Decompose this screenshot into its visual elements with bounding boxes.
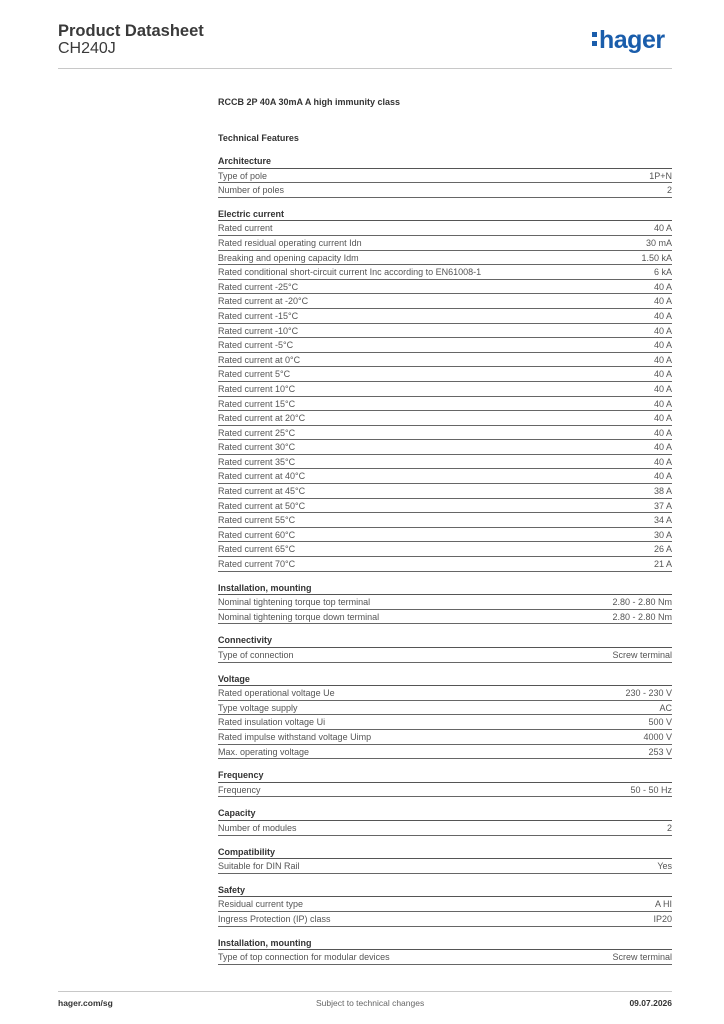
- spec-row: [218, 686, 672, 701]
- spec-row: [218, 897, 672, 912]
- feature-section: [218, 936, 672, 965]
- spec-row: [218, 715, 672, 730]
- spec-label: Rated current at 0°C: [218, 354, 301, 365]
- spec-value: 34 A: [653, 515, 672, 526]
- spec-row: [218, 730, 672, 745]
- spec-value: 40 A: [653, 281, 672, 292]
- feature-section: [218, 633, 672, 662]
- spec-label: Rated current 55°C: [218, 515, 296, 526]
- spec-row: [218, 648, 672, 663]
- spec-value: 230 - 230 V: [625, 688, 672, 699]
- spec-label: Ingress Protection (IP) class: [218, 913, 331, 924]
- spec-label: Type of pole: [218, 170, 268, 181]
- spec-label: Breaking and opening capacity Idm: [218, 252, 359, 263]
- section-heading: Capacity: [218, 806, 672, 821]
- spec-value: 40 A: [653, 296, 672, 307]
- spec-row: [218, 411, 672, 426]
- spec-label: Rated current at -20°C: [218, 296, 309, 307]
- spec-row: [218, 783, 672, 798]
- spec-value: 40 A: [653, 413, 672, 424]
- spec-row: [218, 595, 672, 610]
- spec-label: Rated current 35°C: [218, 456, 296, 467]
- spec-label: Rated current 30°C: [218, 442, 296, 453]
- section-spacer: [218, 572, 672, 581]
- spec-value: Yes: [657, 861, 672, 872]
- spec-row: [218, 426, 672, 441]
- spec-value: 40 A: [653, 427, 672, 438]
- spec-row: [218, 353, 672, 368]
- spec-value: 40 A: [653, 325, 672, 336]
- spec-label: Nominal tightening torque top terminal: [218, 597, 371, 608]
- spec-row: [218, 397, 672, 412]
- spec-label: Number of modules: [218, 822, 297, 833]
- spec-row: [218, 440, 672, 455]
- header-divider: [58, 68, 672, 69]
- section-heading: Installation, mounting: [218, 936, 672, 951]
- spec-label: Rated impulse withstand voltage Uimp: [218, 731, 372, 742]
- spec-value: 2: [666, 185, 672, 196]
- spec-label: Type voltage supply: [218, 702, 298, 713]
- spec-value: A HI: [654, 899, 672, 910]
- section-heading: Connectivity: [218, 633, 672, 648]
- section-spacer: [218, 797, 672, 806]
- spec-value: 2.80 - 2.80 Nm: [612, 611, 672, 622]
- footer-date: 09.07.2026: [629, 998, 672, 1008]
- spec-value: 40 A: [653, 310, 672, 321]
- spec-label: Rated current at 40°C: [218, 471, 306, 482]
- feature-section: [218, 207, 672, 572]
- product-description: RCCB 2P 40A 30mA A high immunity class: [218, 97, 401, 107]
- spec-value: 40 A: [653, 354, 672, 365]
- spec-value: 40 A: [653, 340, 672, 351]
- spec-row: [218, 367, 672, 382]
- section-spacer: [218, 663, 672, 672]
- product-code: CH240J: [58, 40, 116, 57]
- spec-value: IP20: [653, 913, 672, 924]
- spec-row: [218, 309, 672, 324]
- section-spacer: [218, 874, 672, 883]
- spec-label: Rated current 5°C: [218, 369, 291, 380]
- spec-value: 2.80 - 2.80 Nm: [612, 597, 672, 608]
- spec-label: Rated current -25°C: [218, 281, 299, 292]
- section-heading: Compatibility: [218, 845, 672, 860]
- page-title: Product Datasheet: [58, 22, 204, 40]
- spec-row: [218, 324, 672, 339]
- spec-label: Rated conditional short-circuit current Inc according to EN61008-1: [218, 267, 482, 278]
- spec-row: [218, 469, 672, 484]
- spec-label: Rated current at 50°C: [218, 500, 306, 511]
- spec-label: Type of top connection for modular devices: [218, 952, 390, 963]
- section-spacer: [218, 927, 672, 936]
- spec-label: Rated insulation voltage Ui: [218, 717, 326, 728]
- spec-value: 40 A: [653, 398, 672, 409]
- features-sections: [218, 154, 672, 965]
- section-heading: Installation, mounting: [218, 581, 672, 596]
- spec-value: 2: [666, 822, 672, 833]
- spec-row: [218, 701, 672, 716]
- section-spacer: [218, 198, 672, 207]
- spec-value: 1P+N: [649, 170, 672, 181]
- spec-row: [218, 745, 672, 760]
- spec-label: Rated current at 45°C: [218, 486, 306, 497]
- feature-section: [218, 845, 672, 874]
- footer-divider: [58, 991, 672, 992]
- spec-label: Rated residual operating current Idn: [218, 237, 362, 248]
- spec-value: 38 A: [653, 486, 672, 497]
- spec-label: Rated current 15°C: [218, 398, 296, 409]
- spec-value: 40 A: [653, 223, 672, 234]
- feature-section: [218, 581, 672, 625]
- spec-value: 500 V: [648, 717, 672, 728]
- spec-row: [218, 859, 672, 874]
- spec-value: 40 A: [653, 369, 672, 380]
- section-spacer: [218, 836, 672, 845]
- section-heading: Architecture: [218, 154, 672, 169]
- spec-value: 30 A: [653, 529, 672, 540]
- spec-label: Rated current: [218, 223, 273, 234]
- spec-row: [218, 455, 672, 470]
- spec-row: [218, 542, 672, 557]
- spec-row: [218, 557, 672, 572]
- section-heading: Frequency: [218, 768, 672, 783]
- spec-value: 1.50 kA: [641, 252, 672, 263]
- spec-value: 37 A: [653, 500, 672, 511]
- spec-row: [218, 499, 672, 514]
- spec-label: Rated current 10°C: [218, 383, 296, 394]
- spec-row: [218, 251, 672, 266]
- spec-row: [218, 484, 672, 499]
- section-spacer: [218, 624, 672, 633]
- spec-row: [218, 280, 672, 295]
- spec-value: 40 A: [653, 471, 672, 482]
- spec-row: [218, 821, 672, 836]
- spec-row: [218, 912, 672, 927]
- spec-label: Number of poles: [218, 185, 285, 196]
- logo-text: hager: [599, 26, 665, 54]
- spec-value: 4000 V: [643, 731, 672, 742]
- spec-label: Type of connection: [218, 650, 294, 660]
- spec-label: Rated current -5°C: [218, 340, 294, 351]
- spec-row: [218, 513, 672, 528]
- spec-value: 253 V: [648, 746, 672, 757]
- spec-row: [218, 169, 672, 184]
- feature-section: [218, 154, 672, 198]
- spec-value: 40 A: [653, 456, 672, 467]
- spec-row: [218, 294, 672, 309]
- spec-label: Frequency: [218, 784, 261, 795]
- spec-value: 50 - 50 Hz: [630, 784, 672, 795]
- spec-value: 30 mA: [645, 237, 672, 248]
- hager-logo: [592, 28, 665, 53]
- features-heading: Technical Features: [218, 133, 299, 143]
- spec-value: 26 A: [653, 544, 672, 555]
- spec-label: Rated operational voltage Ue: [218, 688, 335, 699]
- spec-value: 6 kA: [653, 267, 672, 278]
- feature-section: [218, 806, 672, 835]
- footer-notice: Subject to technical changes: [316, 998, 425, 1008]
- spec-row: [218, 528, 672, 543]
- spec-row: [218, 950, 672, 965]
- spec-value: Screw terminal: [612, 650, 672, 660]
- spec-row: [218, 236, 672, 251]
- datasheet-content: [218, 94, 672, 965]
- spec-label: Max. operating voltage: [218, 746, 310, 757]
- logo-dots-icon: [592, 28, 597, 46]
- spec-label: Rated current 25°C: [218, 427, 296, 438]
- spec-value: 40 A: [653, 383, 672, 394]
- spec-label: Nominal tightening torque down terminal: [218, 611, 380, 622]
- spec-label: Rated current 60°C: [218, 529, 296, 540]
- spec-row: [218, 610, 672, 625]
- spec-row: [218, 338, 672, 353]
- spec-label: Rated current -10°C: [218, 325, 299, 336]
- feature-section: [218, 768, 672, 797]
- spec-value: 40 A: [653, 442, 672, 453]
- spec-row: [218, 265, 672, 280]
- section-heading: Safety: [218, 883, 672, 898]
- spec-row: [218, 183, 672, 198]
- spec-label: Rated current at 20°C: [218, 413, 306, 424]
- spec-label: Residual current type: [218, 899, 304, 910]
- spec-label: Rated current 70°C: [218, 559, 296, 570]
- footer-website: hager.com/sg: [58, 998, 113, 1008]
- spec-row: [218, 382, 672, 397]
- feature-section: [218, 672, 672, 760]
- spec-value: 21 A: [653, 559, 672, 570]
- feature-section: [218, 883, 672, 927]
- section-heading: Electric current: [218, 207, 672, 222]
- spec-value: Screw terminal: [612, 952, 672, 963]
- spec-row: [218, 221, 672, 236]
- section-heading: Voltage: [218, 672, 672, 687]
- spec-value: AC: [659, 702, 672, 713]
- spec-label: Rated current 65°C: [218, 544, 296, 555]
- spec-label: Rated current -15°C: [218, 310, 299, 321]
- section-spacer: [218, 759, 672, 768]
- spec-label: Suitable for DIN Rail: [218, 861, 300, 872]
